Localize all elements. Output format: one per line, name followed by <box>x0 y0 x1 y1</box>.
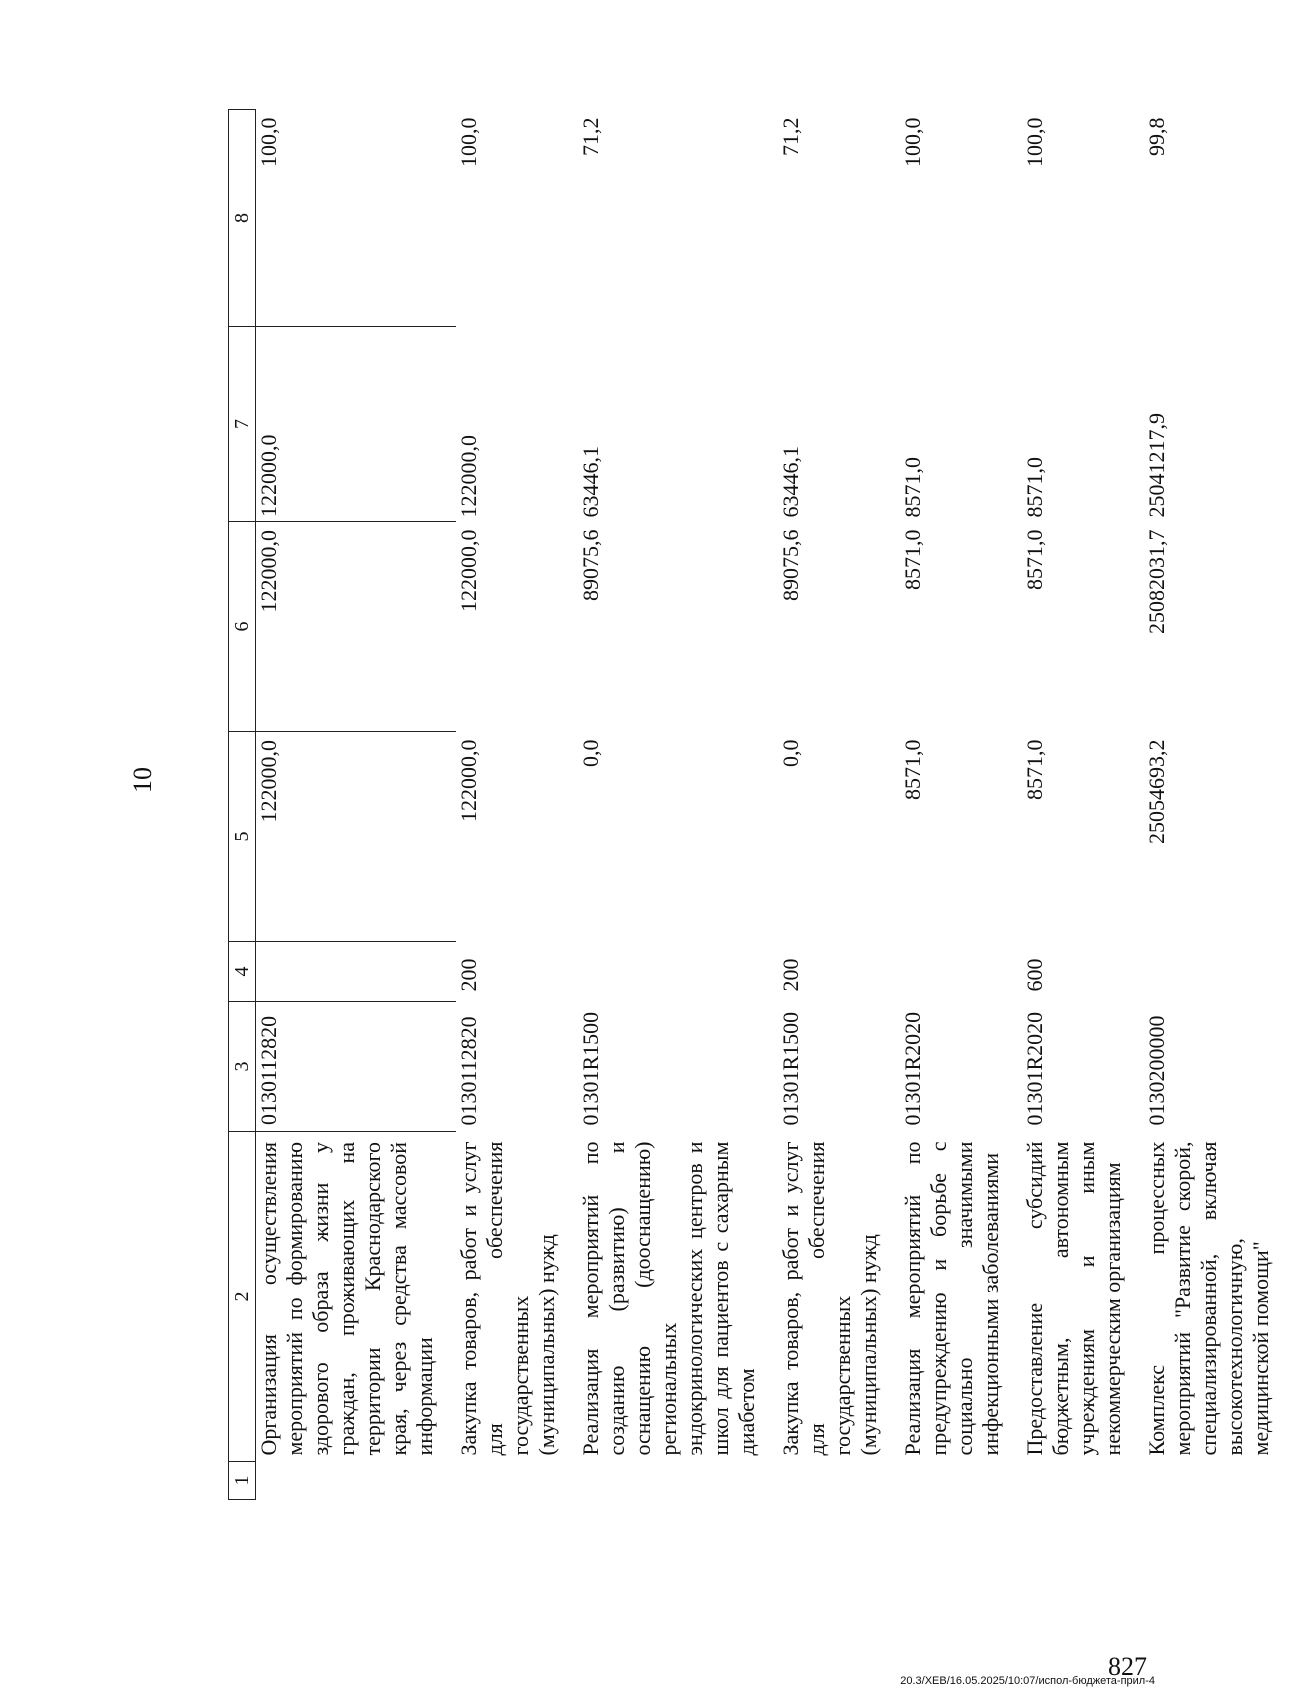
cell-c6: 8571,0 <box>1022 529 1047 590</box>
cell-c5: 122000,0 <box>256 732 457 942</box>
cell-c5: 8571,0 <box>900 739 925 800</box>
cell-c6: 122000,0 <box>456 529 481 612</box>
cell-code: 0130112820 <box>256 1002 457 1132</box>
cell-c8: 100,0 <box>256 117 281 167</box>
cell-vr: 200 <box>778 958 803 992</box>
rotated-sheet <box>120 0 1273 1560</box>
cell-vr <box>900 942 1022 1002</box>
cell-empty <box>1144 1462 1292 1500</box>
cell-c8: 100,0 <box>900 117 925 167</box>
col-header-6: 6 <box>229 522 256 732</box>
col-header-5: 5 <box>229 732 256 942</box>
cell-vr <box>256 942 457 1002</box>
cell-c6: 89075,6 <box>578 529 603 601</box>
table-row <box>578 110 778 1500</box>
cell-code: 01301R1500 <box>778 1011 803 1126</box>
cell-code: 01301R2020 <box>900 1011 925 1126</box>
table-row <box>900 110 1022 1500</box>
cell-vr: 600 <box>1022 958 1047 992</box>
cell-c6: 122000,0 <box>256 522 457 732</box>
cell-code: 01301R2020 <box>1022 1011 1047 1126</box>
cell-name: Закупка товаров, работ и услуг для обеспечения государственных (муниципальных) нужд <box>778 1141 881 1456</box>
footer-code: 20.3/ХЕВ/16.05.2025/10:07/испол-бюджета-прил-4 <box>900 1675 1155 1687</box>
cell-name: Комплекс процессных мероприятий "Развитие скорой, специализированной, включая высокотехнологичную, медицинской помощи" <box>1144 1141 1273 1456</box>
col-header-4: 4 <box>229 942 256 1002</box>
cell-empty <box>456 1462 578 1500</box>
cell-empty <box>578 1462 778 1500</box>
cell-name: Реализация мероприятий по созданию (развитию) и оснащению (дооснащению) региональных эндокринологических центров и школ для пациентов с сахарным диабетом <box>578 1141 759 1456</box>
cell-c5: 0,0 <box>778 739 803 767</box>
cell-empty <box>778 1462 900 1500</box>
cell-vr <box>578 942 778 1002</box>
col-header-1: 1 <box>229 1462 256 1500</box>
cell-name: Реализация мероприятий по предупреждению и борьбе с социально значимыми инфекционными заболеваниями <box>900 1141 1003 1456</box>
cell-empty <box>900 1462 1022 1500</box>
cell-vr <box>1144 942 1292 1002</box>
cell-c6: 8571,0 <box>900 529 925 590</box>
cell-c5: 0,0 <box>578 739 603 767</box>
cell-c7: 8571,0 <box>1022 457 1047 518</box>
cell-code: 0130112820 <box>456 1016 481 1126</box>
cell-c8: 71,2 <box>578 117 603 156</box>
cell-name: Предоставление субсидий бюджетным, автономным учреждениям и иным некоммерческим организациям <box>1022 1141 1125 1456</box>
cell-c8: 100,0 <box>1022 117 1047 167</box>
table-row <box>1022 110 1144 1500</box>
cell-code: 0130200000 <box>1144 1015 1169 1126</box>
cell-name: Организация осуществления мероприятий по формированию здорового образа жизни у граждан, проживающих на территории Краснодарского края, через средства массовой информации <box>256 1132 457 1462</box>
cell-c5: 25054693,2 <box>1144 739 1169 844</box>
page-number: 10 <box>128 767 157 793</box>
sheet-number: 827 <box>1108 1652 1147 1681</box>
table-row <box>256 110 457 1500</box>
cell-c8: 100,0 <box>456 117 481 167</box>
cell-c8: 99,8 <box>1144 117 1169 156</box>
cell-c7: 122000,0 <box>456 435 481 518</box>
budget-table <box>228 109 1292 1500</box>
cell-c7: 8571,0 <box>900 457 925 518</box>
col-header-3: 3 <box>229 1002 256 1132</box>
cell-c5: 122000,0 <box>456 739 481 822</box>
col-header-7: 7 <box>229 327 256 522</box>
cell-c7: 25041217,9 <box>1144 413 1169 518</box>
cell-code: 01301R1500 <box>578 1011 603 1126</box>
cell-empty <box>256 1462 457 1500</box>
header-row <box>229 110 256 1500</box>
cell-c5: 8571,0 <box>1022 739 1047 800</box>
col-header-2: 2 <box>229 1132 256 1462</box>
cell-c7: 63446,1 <box>578 446 603 518</box>
cell-c6: 25082031,7 <box>1144 529 1169 634</box>
table-row <box>778 110 900 1500</box>
cell-vr: 200 <box>456 958 481 992</box>
cell-c7: 63446,1 <box>778 446 803 518</box>
table-row <box>1144 110 1292 1500</box>
table-row <box>456 110 578 1500</box>
cell-c6: 89075,6 <box>778 529 803 601</box>
cell-empty <box>1022 1462 1144 1500</box>
cell-name: Закупка товаров, работ и услуг для обеспечения государственных (муниципальных) нужд <box>456 1141 559 1456</box>
cell-c8: 71,2 <box>778 117 803 156</box>
cell-c7: 122000,0 <box>256 327 457 522</box>
col-header-8: 8 <box>229 110 256 327</box>
